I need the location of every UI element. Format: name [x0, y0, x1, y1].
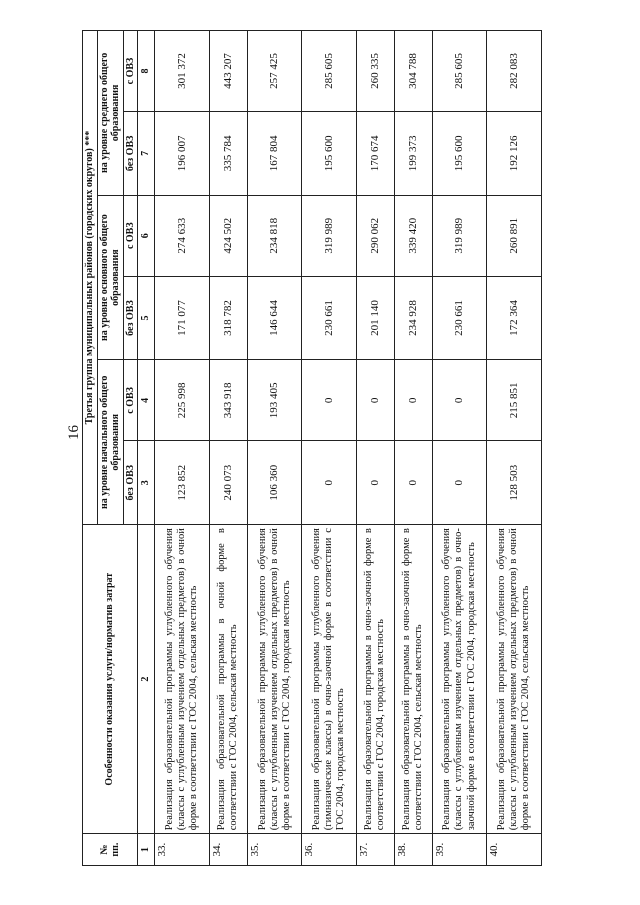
- row-number: 37.: [357, 834, 395, 866]
- cost-value: 260 891: [487, 195, 542, 276]
- cost-value: 318 782: [210, 276, 248, 360]
- row-number: 40.: [487, 834, 542, 866]
- column-index: 1: [138, 834, 155, 866]
- row-number: 36.: [302, 834, 357, 866]
- cost-value: 146 644: [247, 276, 302, 360]
- cost-norms-table: [82, 30, 542, 866]
- cost-value: 0: [394, 441, 432, 525]
- cost-value: 343 918: [210, 360, 248, 441]
- header-sub: без ОВЗ: [123, 441, 138, 525]
- cost-value: 335 784: [210, 111, 248, 195]
- cost-value: 196 007: [155, 111, 210, 195]
- cost-value: 260 335: [357, 31, 395, 112]
- row-description: Реализация образовательной программы углубленного обучения (классы с углубленным изучением отдельных предметов) в очной форме в соответствии с ГОС 2004, сельская местность: [155, 525, 210, 834]
- table-row: [487, 31, 542, 866]
- row-number: 33.: [155, 834, 210, 866]
- header-feature: Особенности оказания услуги/норматив затрат: [83, 525, 138, 834]
- cost-value: 0: [432, 441, 487, 525]
- cost-value: 128 503: [487, 441, 542, 525]
- cost-value: 106 360: [247, 441, 302, 525]
- column-index: 4: [138, 360, 155, 441]
- header-sub: с ОВЗ: [123, 195, 138, 276]
- cost-value: 172 364: [487, 276, 542, 360]
- row-description: Реализация образовательной программы углубленного обучения (классы с углубленным изучением отдельных предметов) в очной форме в соответствии с ГОС 2004, сельская местность: [487, 525, 542, 834]
- cost-value: 0: [302, 441, 357, 525]
- cost-value: 234 818: [247, 195, 302, 276]
- column-index: 5: [138, 276, 155, 360]
- cost-value: 0: [394, 360, 432, 441]
- row-description: Реализация образовательной программы в очно-заочной форме в соответствии с ГОС 2004, городская местность: [357, 525, 395, 834]
- cost-value: 285 605: [302, 31, 357, 112]
- cost-value: 193 405: [247, 360, 302, 441]
- header-sub: без ОВЗ: [123, 111, 138, 195]
- header-level-secondary: на уровне среднего общего образования: [97, 31, 123, 196]
- cost-value: 290 062: [357, 195, 395, 276]
- cost-value: 240 073: [210, 441, 248, 525]
- cost-value: 230 661: [302, 276, 357, 360]
- cost-value: 0: [432, 360, 487, 441]
- cost-value: 192 126: [487, 111, 542, 195]
- row-description: Реализация образовательной программы углубленного обучения (классы с углубленным изучением отдельных предметов) в очно-заочной форме в соответствии с ГОС 2004, городская местность: [432, 525, 487, 834]
- cost-value: 0: [357, 441, 395, 525]
- row-description: Реализация образовательной программы углубленного обучения (гимназические классы) в очно-заочной форме в соответствии с ГОС 2004, городская местность: [302, 525, 357, 834]
- column-index-row: [138, 31, 155, 866]
- header-sub: с ОВЗ: [123, 31, 138, 112]
- cost-value: 195 600: [302, 111, 357, 195]
- column-index: 7: [138, 111, 155, 195]
- cost-value: 170 674: [357, 111, 395, 195]
- cost-value: 285 605: [432, 31, 487, 112]
- table-row: [247, 31, 302, 866]
- cost-value: 274 633: [155, 195, 210, 276]
- row-number: 34.: [210, 834, 248, 866]
- cost-value: 319 989: [302, 195, 357, 276]
- cost-value: 201 140: [357, 276, 395, 360]
- header-level-basic: на уровне основного общего образования: [97, 195, 123, 360]
- table-row: [357, 31, 395, 866]
- cost-value: 123 852: [155, 441, 210, 525]
- cost-value: 304 788: [394, 31, 432, 112]
- cost-value: 199 373: [394, 111, 432, 195]
- cost-value: 282 083: [487, 31, 542, 112]
- cost-value: 339 420: [394, 195, 432, 276]
- cost-value: 0: [302, 360, 357, 441]
- cost-value: 225 998: [155, 360, 210, 441]
- header-group: Третья группа муниципальных районов (городских округов) ***: [83, 31, 98, 525]
- cost-value: 215 851: [487, 360, 542, 441]
- header-sub: без ОВЗ: [123, 276, 138, 360]
- column-index: 2: [138, 525, 155, 834]
- row-number: 39.: [432, 834, 487, 866]
- table-row: [155, 31, 210, 866]
- column-index: 6: [138, 195, 155, 276]
- cost-value: 257 425: [247, 31, 302, 112]
- cost-value: 424 502: [210, 195, 248, 276]
- table-row: [210, 31, 248, 866]
- cost-value: 195 600: [432, 111, 487, 195]
- cost-value: 234 928: [394, 276, 432, 360]
- cost-value: 0: [357, 360, 395, 441]
- column-index: 3: [138, 441, 155, 525]
- rotated-table-wrapper: [82, 30, 542, 866]
- row-description: Реализация образовательной программы углубленного обучения (классы с углубленным изучением отдельных предметов) в очной форме в соответствии с ГОС 2004, городская местность: [247, 525, 302, 834]
- row-description: Реализация образовательной программы в очной форме в соответствии с ГОС 2004, сельская местность: [210, 525, 248, 834]
- cost-value: 230 661: [432, 276, 487, 360]
- cost-value: 167 804: [247, 111, 302, 195]
- table-row: [394, 31, 432, 866]
- column-index: 8: [138, 31, 155, 112]
- cost-value: 301 372: [155, 31, 210, 112]
- page-number: 16: [66, 425, 82, 440]
- header-sub: с ОВЗ: [123, 360, 138, 441]
- row-description: Реализация образовательной программы в очно-заочной форме в соответствии с ГОС 2004, сельская местность: [394, 525, 432, 834]
- cost-value: 319 989: [432, 195, 487, 276]
- table-row: [302, 31, 357, 866]
- cost-value: 443 207: [210, 31, 248, 112]
- row-number: 38.: [394, 834, 432, 866]
- header-level-primary: на уровне начального общего образования: [97, 360, 123, 525]
- cost-value: 171 077: [155, 276, 210, 360]
- row-number: 35.: [247, 834, 302, 866]
- header-no: № пп.: [83, 834, 138, 866]
- table-row: [432, 31, 487, 866]
